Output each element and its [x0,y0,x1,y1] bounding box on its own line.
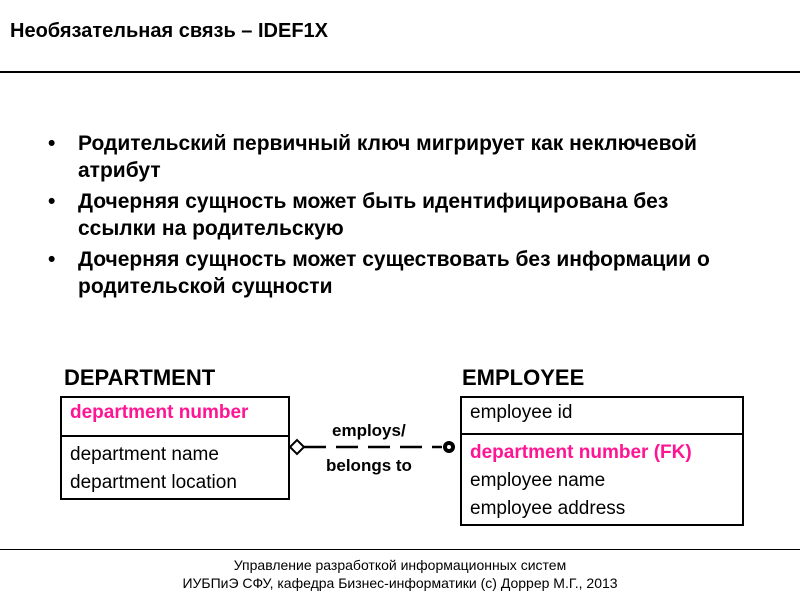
department-attribute: department location [70,472,237,493]
bullet-text: Дочерняя сущность может существовать без информации о родительской сущности [78,248,710,298]
bullet-dot-icon: • [48,132,56,155]
slide-title: Необязательная связь – IDEF1X [10,20,329,42]
bullet-dot-icon: • [48,248,56,271]
footer-line-1: Управление разработкой информационных систем [233,557,567,573]
employee-entity-name: EMPLOYEE [462,365,585,390]
employee-attribute: employee name [470,470,606,491]
department-attribute: department name [70,444,219,465]
bullet-text: Родительский первичный ключ мигрирует как неключевой атрибут [78,132,697,182]
footer-divider [0,549,800,550]
bullet-text: Дочерняя сущность может быть идентифицирована без ссылки на родительскую [78,190,669,240]
employee-foreign-key: department number (FK) [470,442,692,463]
relationship-verb: employs/ [332,421,406,440]
relationship-inverse-verb: belongs to [326,456,412,475]
employee-attribute: employee address [470,498,626,519]
cardinality-dot-center [447,445,451,449]
department-entity-name: DEPARTMENT [64,365,216,390]
department-primary-key: department number [62,398,288,437]
footer-line-2: ИУБПиЭ СФУ, кафедра Бизнес-информатики (с) Доррер М.Г., 2013 [182,575,618,591]
diamond-icon [290,440,304,454]
employee-primary-key: employee id [462,398,742,435]
bullet-dot-icon: • [48,190,56,213]
